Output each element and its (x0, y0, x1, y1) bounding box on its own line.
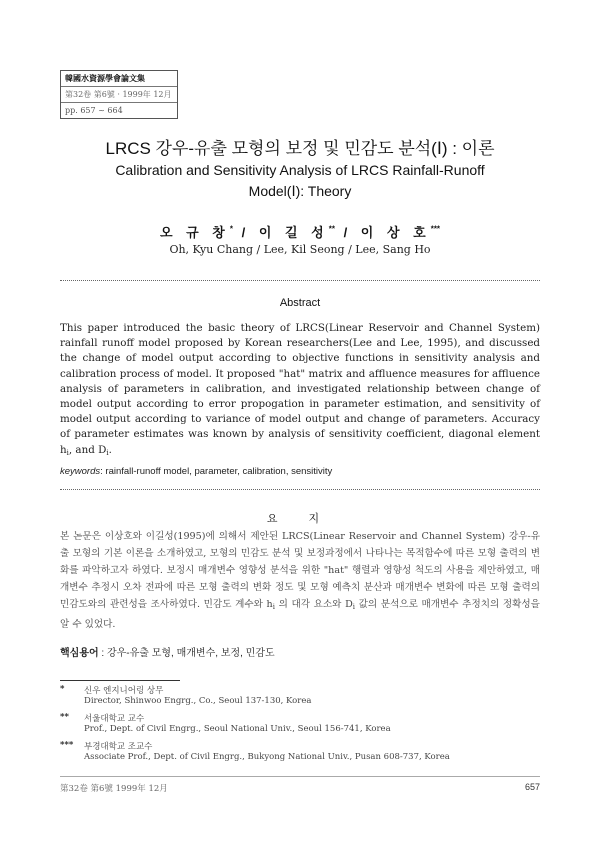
footnote-1 (60, 684, 540, 712)
keywords-ko-label: 핵심용어 (60, 648, 99, 659)
title-english-line1: Calibration and Sensitivity Analysis of LRCS Rainfall-Runoff (115, 162, 485, 178)
author-3-mark: *** (430, 224, 441, 234)
yoji-mid: 의 대각 요소와 (278, 599, 342, 611)
abstract-h-symbol: $h_i$ (60, 443, 69, 457)
divider-middle (60, 489, 540, 490)
yoji-heading: 요 지 (266, 513, 334, 525)
journal-pages: pp. 657 ~ 664 (65, 106, 123, 115)
title-korean: LRCS 강우-유출 모형의 보정 및 민감도 분석(Ⅰ) : 이론 (105, 139, 495, 158)
abstract-text: This paper introduced the basic theory of LRCS(Linear Reservoir and Channel System) rainfall runoff model proposed by Korean researchers(Lee and Lee, 1995), and discussed the change of model output according to objective functions in sensitivity analysis and calibration process of model. It proposed "hat" matrix and affluence measures for affluence analysis of parameters in calibration, and investigated relationship between change of model output according to error propogation in parameter estimation, and sensitivity of model output according to variance of model output and change of parameters. Accuracy of parameter estimates was known by analysis of sensitivity coefficient, diagonal element (60, 322, 540, 441)
yoji-d-symbol: $D_i$ (345, 599, 356, 612)
authors-korean (0, 222, 600, 241)
abstract-body (60, 321, 540, 461)
page-number: 657 (524, 782, 540, 792)
author-separator: / (232, 225, 259, 240)
footer-rule (60, 776, 540, 777)
footnote-rule (60, 680, 180, 681)
keywords-ko-text: : 강우-유출 모형, 매개변수, 보정, 민감도 (98, 648, 275, 659)
journal-name: 韓國水資源學會論文集 (61, 71, 177, 87)
authors-english: Oh, Kyu Chang / Lee, Kil Seong / Lee, Sang Ho (169, 243, 431, 256)
abstract-and: , and (68, 443, 95, 456)
footer-journal-issue: 第32卷 第6號 1999年 12月 (60, 784, 168, 794)
footnote-affiliation-ko: 신우 엔지니어링 상무 (84, 686, 164, 696)
abstract-heading: Abstract (279, 297, 321, 309)
abstract-d-symbol: $D_i$ (98, 443, 109, 457)
yoji-h-symbol: $h_i$ (266, 599, 275, 612)
footnote-affiliation-ko: 서울대학교 교수 (84, 714, 145, 724)
footnotes (60, 684, 540, 768)
author-1-mark: * (229, 224, 233, 234)
keywords-korean (60, 644, 540, 659)
keywords-text: : rainfall-runoff model, parameter, calibration, sensitivity (100, 466, 333, 477)
footnote-affiliation-en: Associate Prof., Dept. of Civil Engrg., Bukyong National Univ., Pusan 608-737, Korea (84, 752, 450, 762)
footnote-affiliation-ko: 부경대학교 조교수 (84, 742, 153, 752)
footnote-mark: *** (60, 740, 74, 750)
title-english (0, 160, 600, 202)
footnote-mark: ** (60, 712, 69, 722)
footnote-affiliation-en: Prof., Dept. of Civil Engrg., Seoul National Univ., Seoul 156-741, Korea (84, 724, 391, 734)
author-1-ko: 오 규 창 (159, 225, 230, 240)
divider-top (60, 280, 540, 281)
footnote-3 (60, 740, 540, 768)
yoji-end: 값의 분석으로 매개변수 추정치의 정확성을 알 수 있었다. (60, 599, 540, 631)
author-3-ko: 이 상 호 (360, 225, 431, 240)
keywords-label: keywords (60, 466, 101, 477)
yoji-body (60, 528, 540, 634)
journal-volume: 第32卷 第6號 · 1999年 12月 (61, 87, 177, 103)
abstract-end: . (108, 443, 112, 456)
footnote-2 (60, 712, 540, 740)
title-english-line2: Model(Ⅰ): Theory (248, 183, 352, 199)
keywords-english (60, 466, 540, 477)
footnote-mark: * (60, 684, 65, 694)
yoji-text: 본 논문은 이상호와 이길성(1995)에 의해서 제안된 LRCS(Linear Reservoir and Channel System) 강우-유출 모형의 기본 이론을 소개하였고, 모형의 민감도 분석 및 보정과정에서 나타나는 목적함수에 따른 모형 출력의 변화를 파악하고자 하였다. 보정시 매개변수 영향성 분석을 위한 "hat" 행렬과 영향성 척도의 사용을 제안하였고, 매개변수 추정시 오차 전파에 따른 모형 출력의 변화 정도 및 모형 예측치 분산과 매개변수 변화에 따른 모형 출력의 민감도와의 관련성을 조사하였다. 민감도 계수와 (60, 531, 540, 611)
author-separator: / (334, 225, 361, 240)
author-2-ko: 이 길 성 (258, 225, 329, 240)
footnote-affiliation-en: Director, Shinwoo Engrg., Co., Seoul 137-130, Korea (84, 696, 312, 706)
author-2-mark: ** (328, 224, 335, 234)
journal-info-box (60, 70, 178, 119)
